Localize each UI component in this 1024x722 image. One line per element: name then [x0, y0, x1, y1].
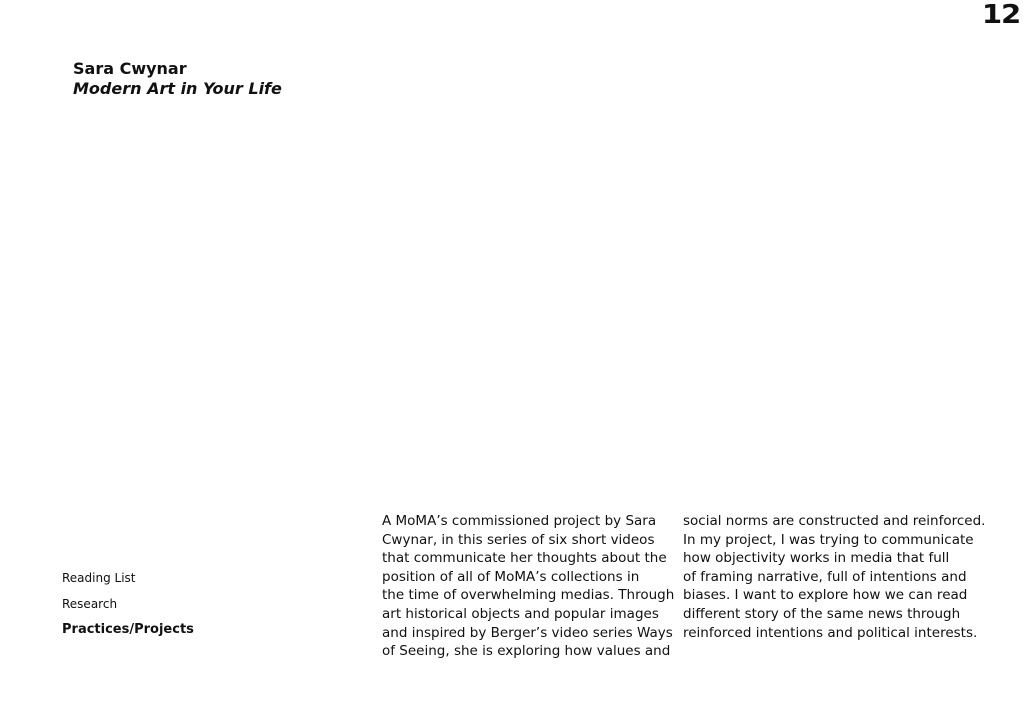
body-text-line: In my project, I was trying to communicate [683, 531, 974, 548]
body-text-column-1 [382, 512, 675, 661]
body-text-line: Cwynar, in this series of six short videos [382, 531, 655, 548]
title-block [73, 59, 282, 99]
body-text-line: biases. I want to explore how we can read [683, 587, 968, 604]
nav-item-practices-projects[interactable]: Practices/Projects [62, 622, 194, 637]
side-navigation [62, 568, 194, 646]
body-text-line: social norms are constructed and reinforced. [683, 513, 986, 529]
body-text-line: A MoMA’s commissioned project by Sara [382, 513, 657, 529]
nav-item-research[interactable]: Research [62, 597, 118, 611]
body-text-line: art historical objects and popular images [382, 605, 659, 622]
work-title: Modern Art in Your Life [73, 79, 282, 98]
body-text-line: different story of the same news through [683, 605, 961, 622]
body-text-line: reinforced intentions and political interests. [683, 624, 978, 641]
body-text-line: of framing narrative, full of intentions and [683, 568, 967, 585]
body-text-line: the time of overwhelming medias. Through [382, 587, 675, 604]
body-text-line: position of all of MoMA’s collections in [382, 568, 640, 585]
body-text-column-2 [683, 512, 986, 642]
body-text-line: and inspired by Berger’s video series Ways [382, 624, 673, 641]
nav-item-reading-list[interactable]: Reading List [62, 571, 136, 585]
author-name: Sara Cwynar [73, 59, 187, 78]
body-text-line: how objectivity works in media that full [683, 550, 950, 567]
body-text-line: that communicate her thoughts about the [382, 550, 667, 567]
page-number: 12 [981, 0, 1020, 30]
body-text-line: of Seeing, she is exploring how values and [382, 643, 671, 660]
